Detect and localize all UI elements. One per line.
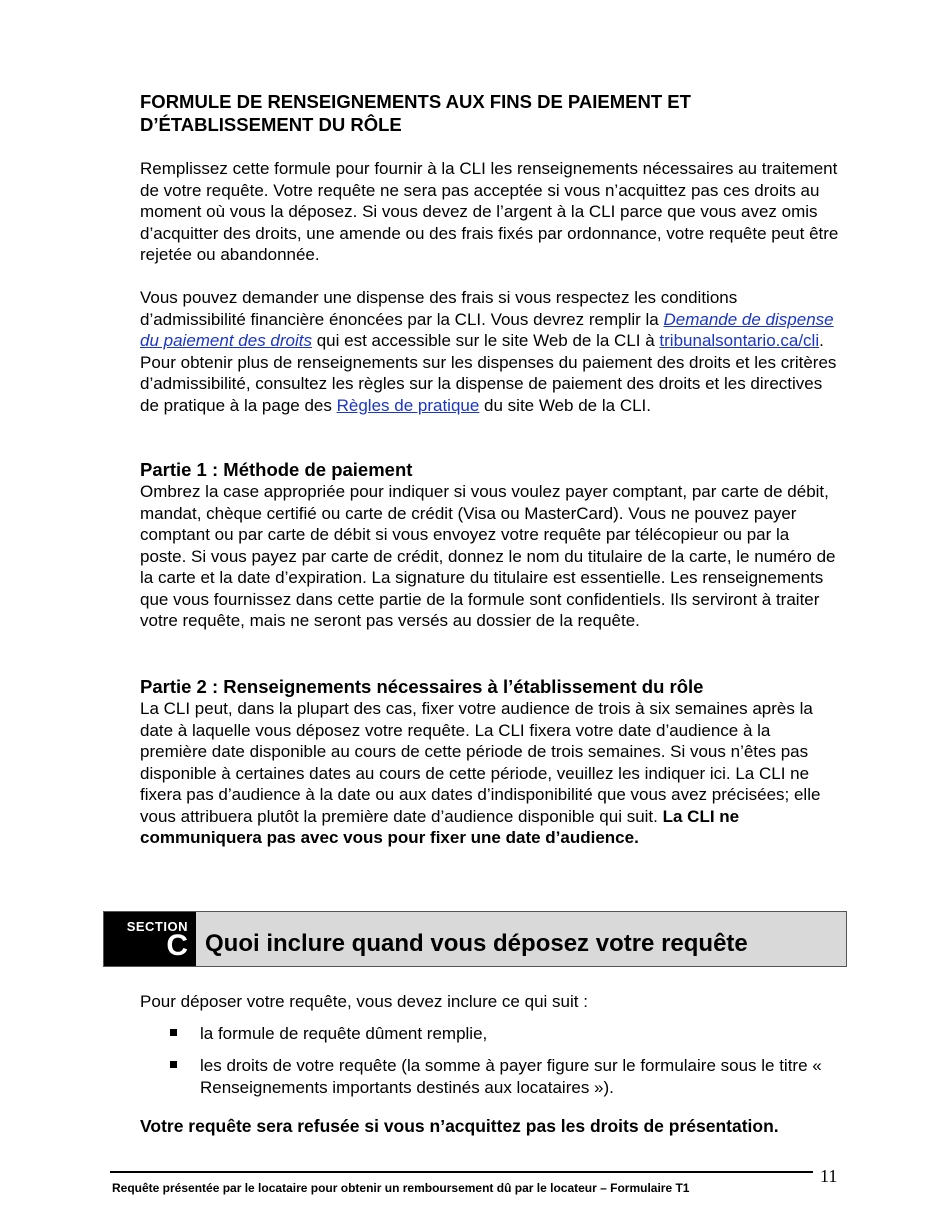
section-letter: C: [166, 929, 188, 962]
part-1: [140, 459, 840, 632]
intro-text: Remplissez cette formule pour fournir à la CLI les renseignements nécessaires au traitement de votre requête. Votre requête ne sera pas acceptée si vous n’acquittez pas ces droits au moment où vous la déposez. Si vous devez de l’argent à la CLI parce que vous avez omis d’acquitter des droits, une amende ou des frais fixés par ordonnance, votre requête peut être rejetée ou abandonnée.: [140, 159, 839, 264]
part-2: [140, 676, 840, 849]
intro-paragraph: [140, 158, 840, 266]
tribunals-website-link[interactable]: tribunalsontario.ca/cli: [659, 331, 820, 350]
waiver-text: [140, 287, 840, 416]
section-label-box: [104, 912, 196, 966]
part-1-text: Ombrez la case appropriée pour indiquer si vous voulez payer comptant, par carte de débit, mandat, chèque certifié ou carte de crédit (Visa ou MasterCard). Vous ne pouvez payer comptant ou par carte de débit si vous envoyez votre requête par télécopieur ou par la poste. Si vous payez par carte de crédit, donnez le nom du titulaire de la carte, le numéro de la carte et la date d’expiration. La signature du titulaire est essentielle. Les renseignements que vous fournissez dans cette partie de la formule sont confidentiels. Ils serviront à traiter votre requête, mais ne seront pas versés au dossier de la requête.: [140, 482, 836, 630]
list-item: les droits de votre requête (la somme à payer figure sur le formulaire sous le titre « Renseignements importants destinés aux locataires »).: [140, 1055, 840, 1098]
part-2-text: [140, 698, 840, 849]
fee-warning: Votre requête sera refusée si vous n’acquittez pas les droits de présentation.: [140, 1116, 779, 1136]
section-word: SECTION: [126, 919, 188, 934]
waiver-text-4: du site Web de la CLI.: [479, 395, 651, 415]
heading-line-2: D’ÉTABLISSEMENT DU RÔLE: [140, 114, 402, 135]
waiver-paragraph: [140, 287, 840, 416]
include-lead: Pour déposer votre requête, vous devez inclure ce qui suit :: [140, 992, 588, 1011]
waiver-text-3: . Pour obtenir plus de renseignements sur les dispenses du paiement des droits et les critères d’admissibilité, consultez les règles sur la dispense de paiement des droits et les directives de pratique à la page des: [140, 331, 837, 415]
waiver-text-2: qui est accessible sur le site Web de la CLI à: [312, 331, 660, 350]
heading-line-1: FORMULE DE RENSEIGNEMENTS AUX FINS DE PAIEMENT ET: [140, 91, 691, 112]
waiver-text-1: Vous pouvez demander une dispense des frais si vous respectez les conditions d’admissibilité financière énoncées par la CLI. Vous devrez remplir la: [140, 288, 738, 329]
list-item: la formule de requête dûment remplie,: [140, 1023, 840, 1045]
part-2-body: La CLI peut, dans la plupart des cas, fixer votre audience de trois à six semaines après la date à laquelle vous déposez votre requête. La CLI fixera votre date d’audience à la première date disponible au cours de cette période de trois semaines. Si vous n’êtes pas disponible à certaines dates au cours de cette période, veuillez les indiquer ici. La CLI ne fixera pas d’audience à la date ou aux dates d’indisponibilité que vous avez précisées; elle vous attribuera plutôt la première date d’audience disponible qui suit.: [140, 699, 821, 826]
section-c-header: [103, 911, 847, 967]
practice-rules-link[interactable]: Règles de pratique: [336, 395, 480, 415]
page-number: 11: [820, 1166, 838, 1186]
section-title: Quoi inclure quand vous déposez votre requête: [205, 930, 748, 957]
include-block: [140, 991, 840, 1137]
fee-waiver-request-link[interactable]: Demande de dispense du paiement des droits: [140, 309, 834, 350]
footer-title: Requête présentée par le locataire pour obtenir un remboursement dû par le locateur – Formulaire T1: [112, 1181, 690, 1195]
part-1-title: Partie 1 : Méthode de paiement: [140, 459, 413, 480]
footer-rule: [110, 1171, 813, 1173]
include-list: [140, 1023, 840, 1099]
part-2-bold-note: La CLI ne communiquera pas avec vous pour fixer une date d’audience.: [140, 806, 740, 847]
part-2-title: Partie 2 : Renseignements nécessaires à l’établissement du rôle: [140, 676, 704, 697]
form-heading: [140, 90, 840, 136]
